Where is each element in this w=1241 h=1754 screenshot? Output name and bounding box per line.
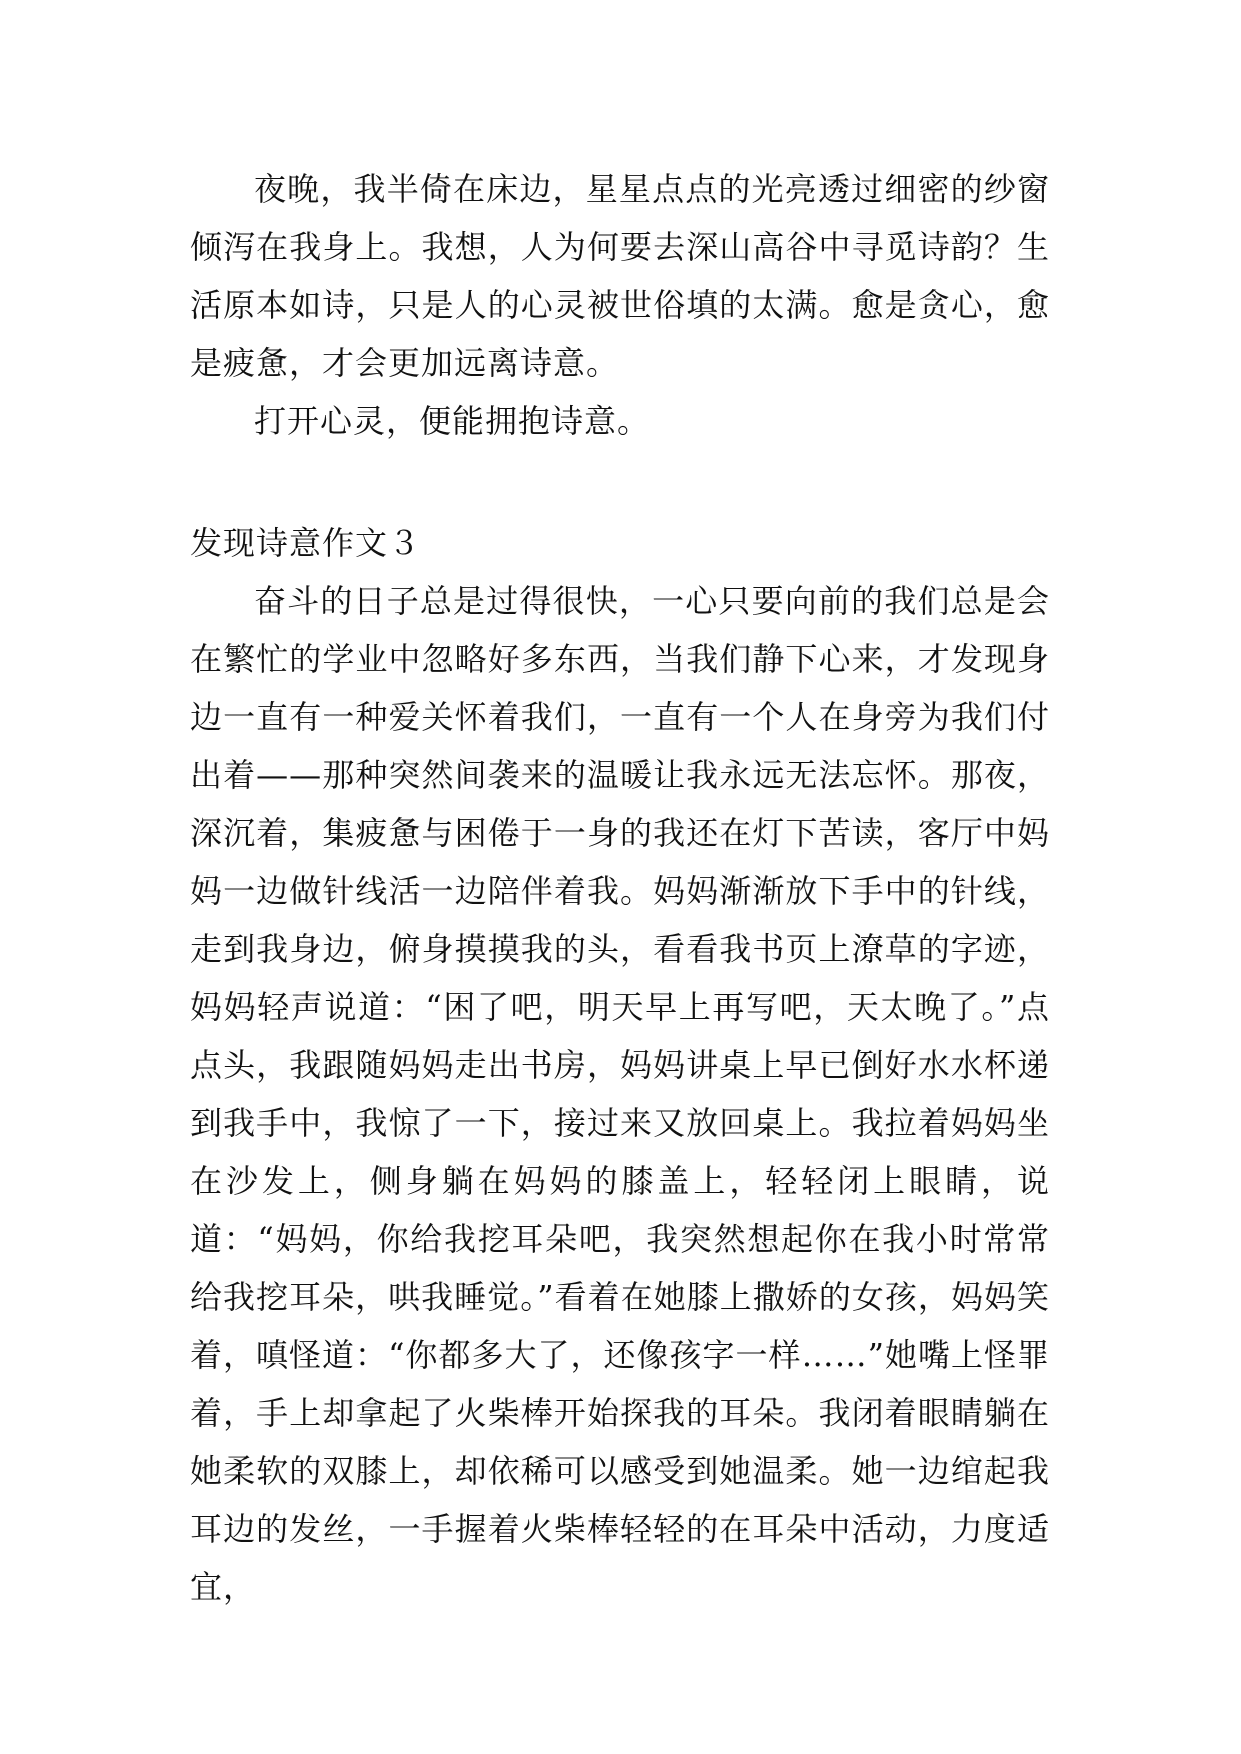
paragraph-open-heart: 打开心灵，便能拥抱诗意。 [254,402,651,440]
paragraph-mother-story: 奋斗的日子总是过得很快，一心只要向前的我们总是会在繁忙的学业中忽略好多东西，当我们静下心来，才发现身边一直有一种爱关怀着我们，一直有一个人在身旁为我们付出着——那种突然间袭来的温暖让我永远无法忘怀。那夜，深沉着，集疲惫与困倦于一身的我还在灯下苦读，客厅中妈妈一边做针线活一边陪伴着我。妈妈渐渐放下手中的针线，走到我身边，俯身摸摸我的头，看看我书页上潦草的字迹，妈妈轻声说道：“困了吧，明天早上再写吧，天太晚了。”点点头，我跟随妈妈走出书房，妈妈讲桌上早已倒好水水杯递到我手中，我惊了一下，接过来又放回桌上。我拉着妈妈坐在沙发上，侧身躺在妈妈的膝盖上，轻轻闭上眼睛，说道：“妈妈，你给我挖耳朵吧，我突然想起你在我小时常常给我挖耳朵，哄我睡觉。”看着在她膝上撒娇的女孩，妈妈笑着，嗔怪道：“你都多大了，还像孩字一样……”她嘴上怪罪着，手上却拿起了火柴棒开始探我的耳朵。我闭着眼睛躺在她柔软的双膝上，却依稀可以感受到她温柔。她一边绾起我耳边的发丝，一手握着火柴棒轻轻的在耳朵中活动，力度适宜， [190,582,1050,1606]
paragraph-night-reflection: 夜晚，我半倚在床边，星星点点的光亮透过细密的纱窗倾泻在我身上。我想，人为何要去深山高谷中寻觅诗韵？生活原本如诗，只是人的心灵被世俗填的太满。愈是贪心，愈是疲惫，才会更加远离诗意。 [190,170,1050,382]
section-title: 发现诗意作文３ [190,524,422,562]
section-spacer [190,450,1050,514]
document-body [190,160,1050,1616]
